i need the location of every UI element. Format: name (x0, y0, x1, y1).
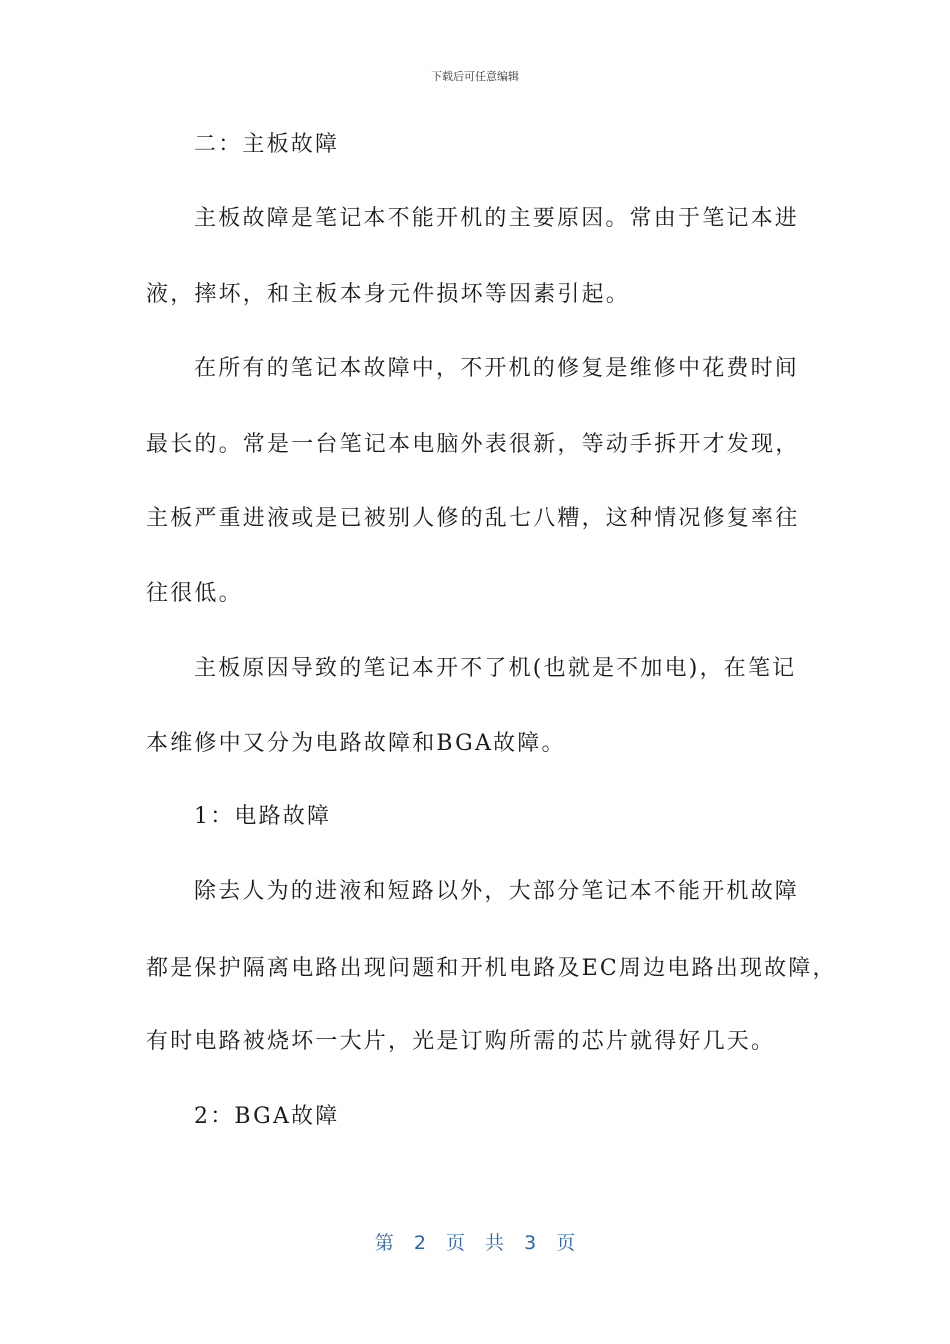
page-middle: 页 共 (445, 1232, 505, 1254)
paragraph-line: 最长的。常是一台笔记本电脑外表很新，等动手拆开才发现， (146, 432, 800, 457)
paragraph-line: 都是保护隔离电路出现问题和开机电路及EC周边电路出现故障， (146, 956, 837, 981)
current-page-number: 2 (413, 1232, 426, 1254)
paragraph-line: 有时电路被烧坏一大片，光是订购所需的芯片就得好几天。 (146, 1029, 776, 1054)
paragraph-line: 液，摔坏，和主板本身元件损坏等因素引起。 (146, 282, 631, 307)
paragraph-line: 主板故障是笔记本不能开机的主要原因。常由于笔记本进 (194, 206, 800, 231)
paragraph-line: 主板原因导致的笔记本开不了机(也就是不加电)，在笔记 (194, 656, 797, 681)
paragraph-line: 除去人为的进液和短路以外，大部分笔记本不能开机故障 (194, 879, 800, 904)
paragraph-line: 主板严重进液或是已被别人修的乱七八糟，这种情况修复率往 (146, 506, 800, 531)
total-pages-number: 3 (524, 1232, 537, 1254)
section-heading: 二：主板故障 (194, 132, 340, 157)
paragraph-line: 往很低。 (146, 581, 243, 606)
page-prefix: 第 (374, 1232, 394, 1254)
header-note: 下载后可任意编辑 (431, 70, 519, 83)
paragraph-line: 本维修中又分为电路故障和BGA故障。 (146, 731, 566, 756)
subsection-heading: 2：BGA故障 (194, 1104, 340, 1129)
paragraph-line: 在所有的笔记本故障中，不开机的修复是维修中花费时间 (194, 356, 800, 381)
subsection-heading: 1：电路故障 (194, 804, 332, 829)
page-suffix: 页 (556, 1232, 576, 1254)
page-footer (0, 1228, 950, 1255)
